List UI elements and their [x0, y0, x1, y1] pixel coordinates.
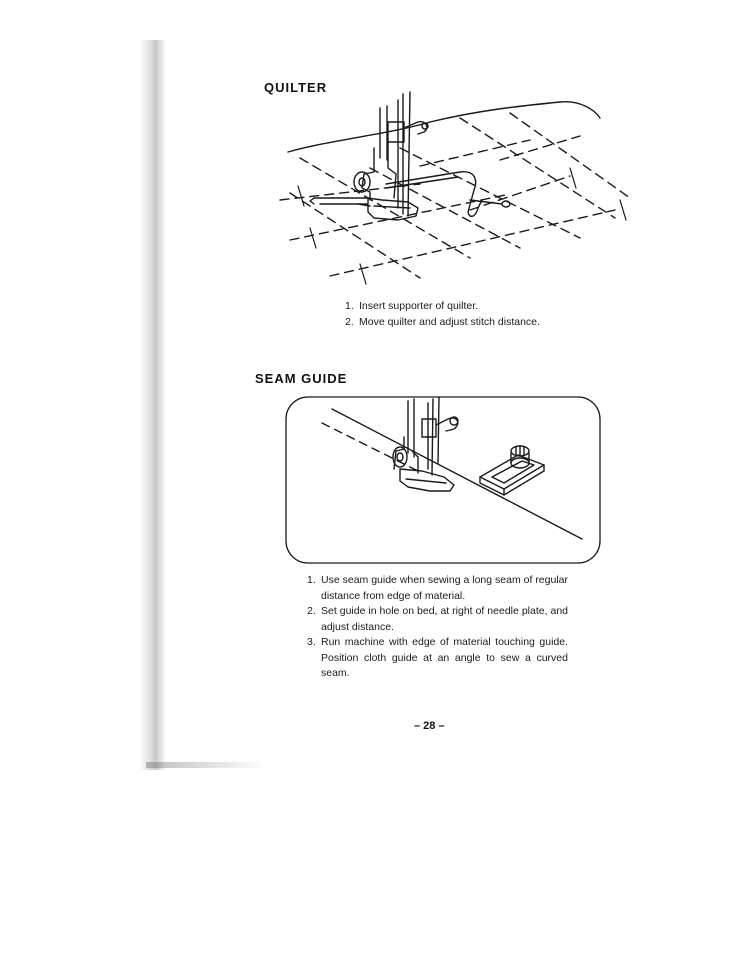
quilter-heading: QUILTER — [264, 80, 328, 95]
list-item: 2. Set guide in hole on bed, at right of needle plate, and adjust distance. — [307, 605, 568, 633]
page-number: – 28 – — [414, 720, 445, 732]
list-item: 1. Use seam guide when sewing a long seam of regular distance from edge of material. — [307, 574, 568, 602]
list-item: 2. Move quilter and adjust stitch distance. — [345, 315, 540, 328]
seam-guide-heading: SEAM GUIDE — [255, 371, 348, 386]
seam-guide-illustration — [282, 393, 604, 567]
list-item: 1. Insert supporter of quilter. — [345, 300, 479, 312]
quilter-steps — [345, 299, 585, 330]
quilter-illustration — [270, 88, 640, 288]
seam-guide-steps — [307, 573, 568, 682]
list-item: 3. Run machine with edge of material touching guide. Position cloth guide at an angle to sew a curved seam. — [307, 636, 568, 679]
page-binding-shadow-foot — [146, 762, 266, 768]
page-binding-shadow — [140, 40, 166, 770]
